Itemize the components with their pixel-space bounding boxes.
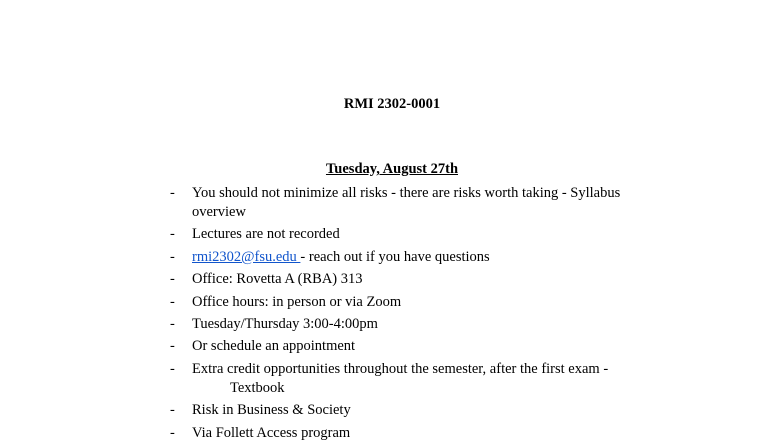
note-text: Risk in Business & Society xyxy=(192,402,351,419)
bullet-dash: - xyxy=(170,315,175,332)
list-item xyxy=(170,315,650,334)
note-text: You should not minimize all risks - there are risks worth taking - Syllabus overview xyxy=(192,185,621,220)
bullet-dash: - xyxy=(170,293,175,310)
bullet-dash: - xyxy=(170,360,175,377)
bullet-dash: - xyxy=(170,248,175,265)
list-item xyxy=(170,401,650,420)
note-text: Extra credit opportunities throughout the semester, after the first exam - xyxy=(192,360,609,377)
bullet-dash: - xyxy=(170,226,175,243)
list-item xyxy=(170,360,650,398)
note-text: Or schedule an appointment xyxy=(192,338,356,355)
list-item xyxy=(170,248,650,267)
note-text: Tuesday/Thursday 3:00-4:00pm xyxy=(192,315,378,332)
note-text: - reach out if you have questions xyxy=(300,248,490,265)
note-text: Lectures are not recorded xyxy=(192,226,340,243)
bullet-dash: - xyxy=(170,338,175,355)
list-item xyxy=(170,225,650,244)
list-item xyxy=(170,184,650,222)
notes-list xyxy=(170,184,650,441)
note-continuation: Textbook xyxy=(230,379,285,396)
note-text: Via Follett Access program xyxy=(192,424,351,441)
date-heading: Tuesday, August 27th xyxy=(325,161,459,177)
email-link[interactable]: rmi2302@fsu.edu xyxy=(192,248,301,265)
bullet-dash: - xyxy=(170,424,175,441)
note-text: Office hours: in person or via Zoom xyxy=(192,293,402,310)
note-text: Office: Rovetta A (RBA) 313 xyxy=(192,271,363,288)
list-item xyxy=(170,337,650,356)
bullet-dash: - xyxy=(170,185,175,201)
list-item xyxy=(170,424,650,441)
bullet-dash: - xyxy=(170,402,175,419)
list-item xyxy=(170,270,650,289)
document-title: RMI 2302-0001 xyxy=(343,96,441,112)
list-item xyxy=(170,293,650,312)
bullet-dash: - xyxy=(170,271,175,288)
